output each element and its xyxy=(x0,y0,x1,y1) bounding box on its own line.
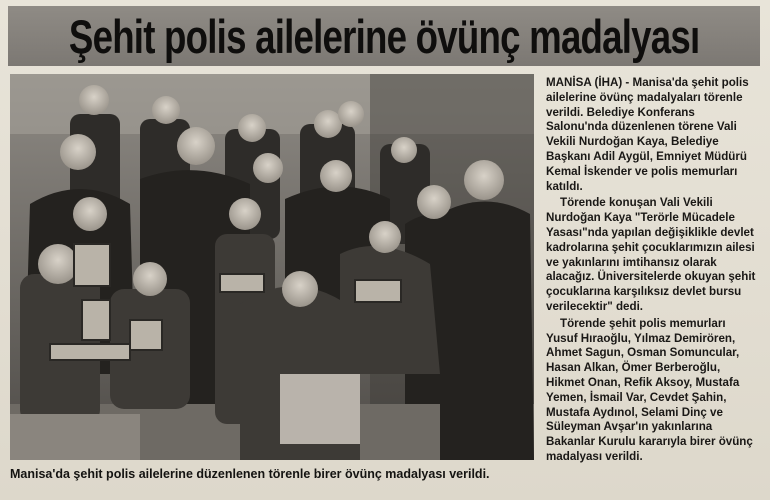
ceremony-photo-illustration xyxy=(10,74,534,460)
dateline: MANİSA (İHA) - xyxy=(546,76,630,89)
news-photo xyxy=(10,74,534,460)
photo-caption: Manisa'da şehit polis ailelerine düzenlenen törenle birer övünç madalyası verildi. xyxy=(10,467,490,481)
article-paragraph-3: Törende şehit polis memurları Yusuf Hıraoğlu, Yılmaz Demirören, Ahmet Sagun, Osman Somuncular, Hasan Alkan, Ömer Berberoğlu, Hikmet Onan, Refik Aksoy, Mustafa Yemen, İsmail Var, Cevdet Şahin, Mustafa Aydınol, Selami Dinç ve Süleyman Avşar'ın yakınlarına Bakanlar Kurulu kararıyla birer övünç madalyası verildi. xyxy=(546,316,753,463)
article-paragraph-1-text: Manisa'da şehit polis ailelerine övünç madalyaları törenle verildi. Belediye Konferans Salonu'nda düzenlenen törene Vali Vekili Nurdoğan Kaya, Belediye Başkanı Adil Aygül, Emniyet Müdürü Kemal İskender ve polis memurları katıldı. xyxy=(546,76,749,193)
article-body xyxy=(546,76,760,467)
headline-banner xyxy=(8,6,760,66)
headline: Şehit polis ailelerine övünç madalyası xyxy=(68,9,700,63)
article-paragraph-1 xyxy=(546,76,760,194)
article-paragraph-2: Törende konuşan Vali Vekili Nurdoğan Kaya "Terörle Mücadele Yasası"nda yapılan değişiklikle devlet kadrolarına şehit çocuklarımızın ailesi ve yakınlarını imtihansız olarak alacağız. Üniversitelerde okuyan şehit çocuklarına karşılıksız devlet bursu verilecektir" dedi. xyxy=(546,196,756,313)
